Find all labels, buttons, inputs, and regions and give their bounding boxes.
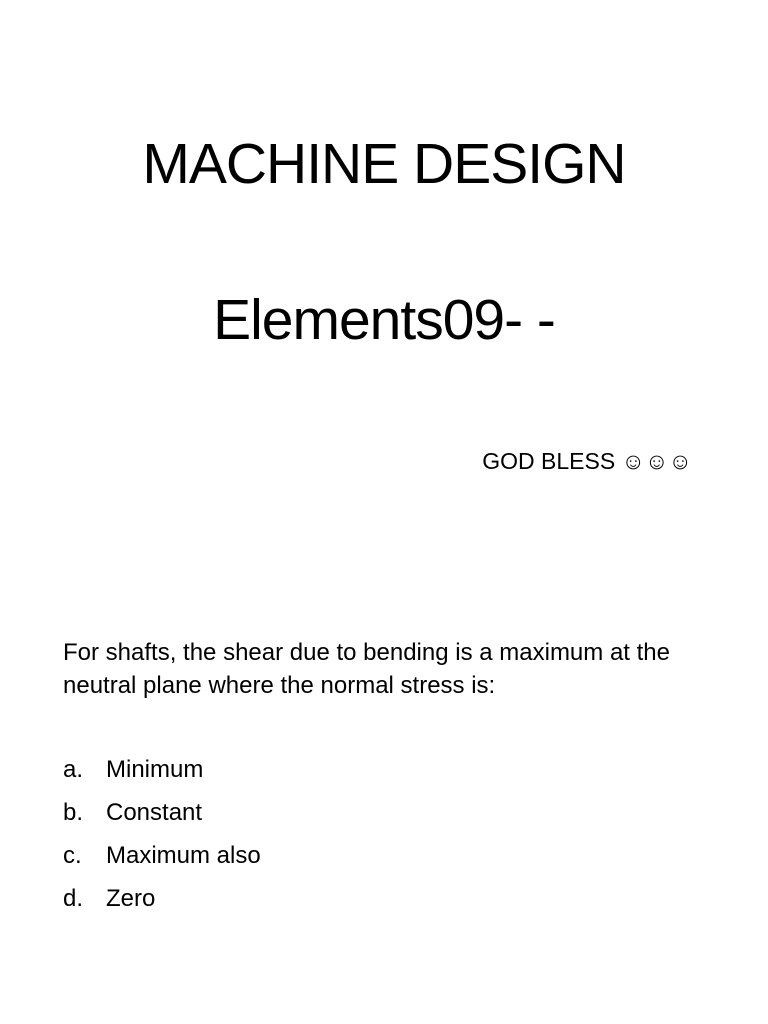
page-subtitle: Elements09- - <box>213 288 555 352</box>
answer-options-list <box>63 754 261 926</box>
option-a <box>63 754 261 797</box>
question-text: For shafts, the shear due to bending is a maximum at the neutral plane where the normal stress is: <box>63 639 670 699</box>
option-c <box>63 840 261 883</box>
option-letter: d. <box>63 885 84 912</box>
option-b <box>63 797 261 840</box>
option-letter: c. <box>63 842 82 869</box>
blessing-text: GOD BLESS ☺☺☺ <box>482 448 692 474</box>
page-title: MACHINE DESIGN <box>142 132 626 196</box>
option-d <box>63 883 261 926</box>
option-text: Minimum <box>106 756 204 783</box>
option-text: Maximum also <box>106 842 261 869</box>
option-text: Zero <box>106 885 156 912</box>
option-letter: a. <box>63 756 84 783</box>
option-text: Constant <box>106 799 203 826</box>
option-letter: b. <box>63 799 84 826</box>
